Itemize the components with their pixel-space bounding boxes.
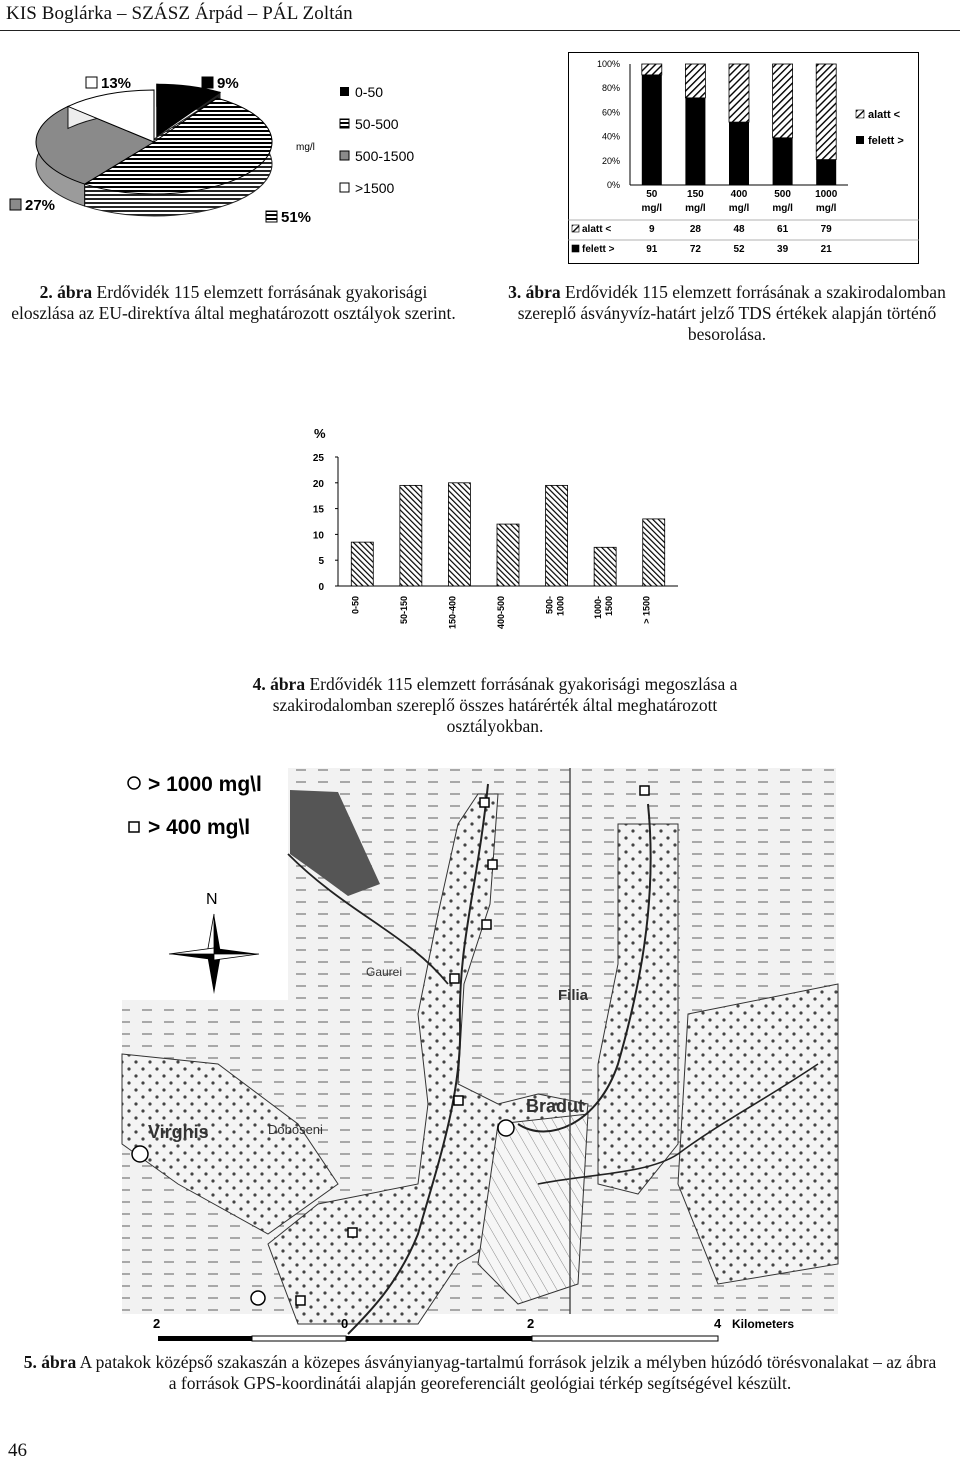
svg-text:27%: 27%: [25, 197, 56, 214]
x-tick-label: 50-150: [398, 596, 409, 625]
scale-bar-segment: [532, 1336, 718, 1341]
bar-segment-alatt: [642, 64, 662, 75]
spring-marker-square: [296, 1296, 305, 1305]
spring-marker-circle: [132, 1146, 148, 1162]
y-tick-label: 25: [312, 453, 324, 464]
figure3-caption: [506, 282, 948, 345]
x-axis-labels: [350, 596, 651, 629]
table-swatch: [572, 225, 579, 232]
figure2-pie-chart: [4, 62, 444, 242]
legend-swatch-over-1500: [340, 183, 349, 192]
bar: [594, 547, 616, 586]
spring-marker-square: [450, 974, 459, 983]
y-tick-label: 20: [312, 478, 324, 490]
svg-text:9%: 9%: [217, 75, 239, 92]
bar-segment-felett: [685, 98, 705, 185]
x-tick-label: 400-500: [496, 596, 506, 630]
figure3-stacked-bar-chart: [568, 52, 920, 264]
x-axis-labels: [642, 189, 838, 214]
scale-label-4: 4: [714, 1316, 722, 1331]
figure2-caption: [6, 282, 461, 324]
spring-marker-square: [348, 1228, 357, 1237]
scale-bar-segment: [252, 1336, 346, 1341]
figure3-caption-text: Erdővidék 115 elemzett forrásának a szakirodalomban szereplő ásványvíz-határt jelző TDS értékek alapján történő besorolása.: [517, 282, 946, 344]
compass-rose-icon: [169, 914, 259, 994]
map-scale-bar: [140, 1316, 840, 1350]
legend-swatch-felett: [856, 136, 864, 144]
table-row-header: felett >: [582, 244, 615, 255]
pie-legend: [340, 84, 414, 196]
x-tick-label: 0-50: [350, 596, 361, 615]
y-axis-label: %: [314, 426, 326, 441]
map-label-virghis: Virghis: [148, 1122, 209, 1142]
table-cell: 9: [649, 224, 655, 235]
svg-text:13%: 13%: [101, 75, 132, 92]
x-tick-label: mg/l: [815, 203, 837, 214]
bar-segment-alatt: [729, 64, 749, 122]
spring-marker-square: [480, 798, 489, 807]
figure3-caption-label: 3. ábra: [508, 282, 561, 302]
y-tick-label: 0%: [606, 180, 620, 190]
map-eastern-unit: [678, 984, 838, 1284]
figure2-caption-text: Erdővidék 115 elemzett forrásának gyakorisági eloszlása az EU-direktíva által meghatározott osztályok szerint.: [11, 282, 456, 323]
legend-label-500-1500: 500-1500: [355, 148, 415, 164]
spring-marker-circle: [498, 1120, 514, 1136]
map-label-gaurei: Gaurei: [366, 965, 403, 979]
x-tick-label: 50: [646, 189, 658, 200]
running-head-authors: KIS Boglárka – SZÁSZ Árpád – PÁL Zoltán: [6, 3, 353, 24]
table-cell: 39: [777, 244, 789, 255]
bar-segment-felett: [642, 75, 662, 185]
spring-marker-square: [482, 920, 491, 929]
map-label-doboseni: Doboseni: [268, 1122, 323, 1137]
svg-text:51%: 51%: [281, 209, 312, 226]
scale-unit: Kilometers: [732, 1317, 795, 1331]
x-tick-label: > 1500: [641, 596, 652, 624]
x-tick-label: mg/l: [728, 203, 750, 214]
bar-legend: [856, 109, 904, 147]
y-tick-label: 0: [318, 582, 324, 593]
bar: [546, 485, 568, 586]
spring-marker-square: [640, 786, 649, 795]
legend-label-alatt: alatt <: [868, 109, 901, 121]
figure5-map-legend: [118, 764, 298, 844]
bar: [643, 519, 665, 586]
x-tick-label: 1000-: [593, 596, 604, 620]
bar-segment-felett: [729, 122, 749, 185]
table-cell: 79: [820, 224, 832, 235]
running-head: [0, 0, 960, 31]
y-tick-label: 100%: [596, 59, 620, 69]
table-cell: 91: [646, 244, 658, 255]
pie-value-label: [10, 197, 55, 214]
scale-label-2-left: 2: [153, 1316, 161, 1331]
stacked-bars: [642, 64, 836, 185]
x-tick-label: 1500: [604, 596, 615, 617]
bar-segment-felett: [773, 138, 793, 185]
table-cell: 52: [733, 244, 745, 255]
scale-bar-segment: [158, 1336, 252, 1341]
scale-label-2-right: 2: [527, 1316, 535, 1331]
legend-label-over-1500: >1500: [355, 180, 395, 196]
pie-unit-label: mg/l: [296, 142, 315, 153]
scale-bar-segment: [346, 1336, 532, 1341]
pie-slices: [36, 84, 272, 216]
north-label: N: [206, 891, 218, 908]
y-tick-label: 80%: [601, 83, 620, 94]
x-tick-label: 1000: [815, 189, 838, 200]
x-tick-label: mg/l: [772, 203, 793, 214]
x-tick-label: 400: [730, 189, 748, 200]
spring-marker-circle: [251, 1291, 265, 1305]
pie-value-label: [266, 209, 311, 226]
map-label-bradut: Bradut: [526, 1096, 584, 1116]
scale-label-0: 0: [341, 1316, 349, 1331]
legend-circle-label: > 1000 mg\l: [148, 773, 262, 796]
figure4-caption-text: Erdővidék 115 elemzett forrásának gyakorisági megoszlása a szakirodalomban szereplő összes határérték által meghatározott osztályokban.: [272, 674, 738, 736]
table-cell: 48: [733, 224, 745, 235]
y-tick-label: 20%: [601, 155, 620, 166]
legend-label-0-50: 0-50: [355, 84, 384, 100]
figure4-caption: [240, 674, 750, 737]
bar-segment-felett: [816, 160, 836, 185]
figure4-caption-label: 4. ábra: [252, 674, 306, 694]
legend-swatch-50-500: [340, 119, 349, 128]
pie-value-label: [86, 75, 131, 92]
table-cell: 21: [820, 244, 832, 255]
figure2-caption-label: 2. ábra: [39, 282, 93, 302]
north-arrow: [166, 884, 262, 994]
figure5-caption-text: A patakok középső szakaszán a közepes ásványianyag-tartalmú források jelzik a mélyben húzódó törésvonalakat – az ábra a források GPS-koordinátái alapján georeferenciált geológiai térkép segítségével készült.: [79, 1352, 937, 1393]
bar: [400, 485, 422, 586]
bar: [351, 542, 373, 586]
x-tick-label: 1000: [555, 596, 566, 617]
bar-segment-alatt: [685, 64, 705, 98]
x-tick-label: 500: [774, 189, 791, 200]
table-row-header: alatt <: [582, 224, 612, 235]
table-cell: 61: [777, 224, 789, 235]
figure5-caption: [20, 1352, 940, 1394]
bars: [351, 483, 664, 586]
spring-marker-square: [488, 860, 497, 869]
table-swatch: [572, 245, 579, 252]
y-tick-label: 15: [312, 504, 324, 516]
bar: [448, 483, 470, 586]
map-label-filia: Filia: [558, 987, 589, 1004]
legend-swatch-0-50: [340, 87, 349, 96]
legend-square-symbol: [129, 822, 139, 832]
y-tick-label: 5: [318, 556, 324, 568]
x-tick-label: 500-: [544, 596, 555, 615]
figure5-geological-map: [118, 764, 842, 1354]
y-axis-ticks: [597, 59, 848, 190]
legend-label-felett: felett >: [868, 135, 904, 147]
legend-square-label: > 400 mg\l: [148, 816, 251, 839]
legend-circle-symbol: [128, 777, 140, 789]
legend-swatch-500-1500: [340, 151, 349, 160]
figure4-bar-chart: [300, 422, 690, 642]
bar: [497, 524, 519, 586]
x-tick-label: 150-400: [447, 596, 458, 630]
x-tick-label: mg/l: [641, 203, 663, 214]
bar-segment-alatt: [816, 64, 836, 160]
legend-swatch-alatt: [856, 110, 864, 118]
spring-marker-square: [454, 1096, 463, 1105]
figure5-caption-label: 5. ábra: [23, 1352, 77, 1372]
data-table: [568, 220, 919, 255]
table-cell: 72: [689, 244, 701, 255]
y-tick-label: 10: [312, 530, 324, 542]
table-cell: 28: [689, 224, 701, 235]
legend-label-50-500: 50-500: [355, 116, 399, 132]
page-number: 46: [8, 1440, 27, 1461]
x-tick-label: 150: [687, 189, 704, 200]
bar-segment-alatt: [773, 64, 793, 138]
y-tick-label: 60%: [601, 107, 620, 118]
x-tick-label: mg/l: [685, 203, 706, 214]
y-tick-label: 40%: [601, 131, 620, 142]
